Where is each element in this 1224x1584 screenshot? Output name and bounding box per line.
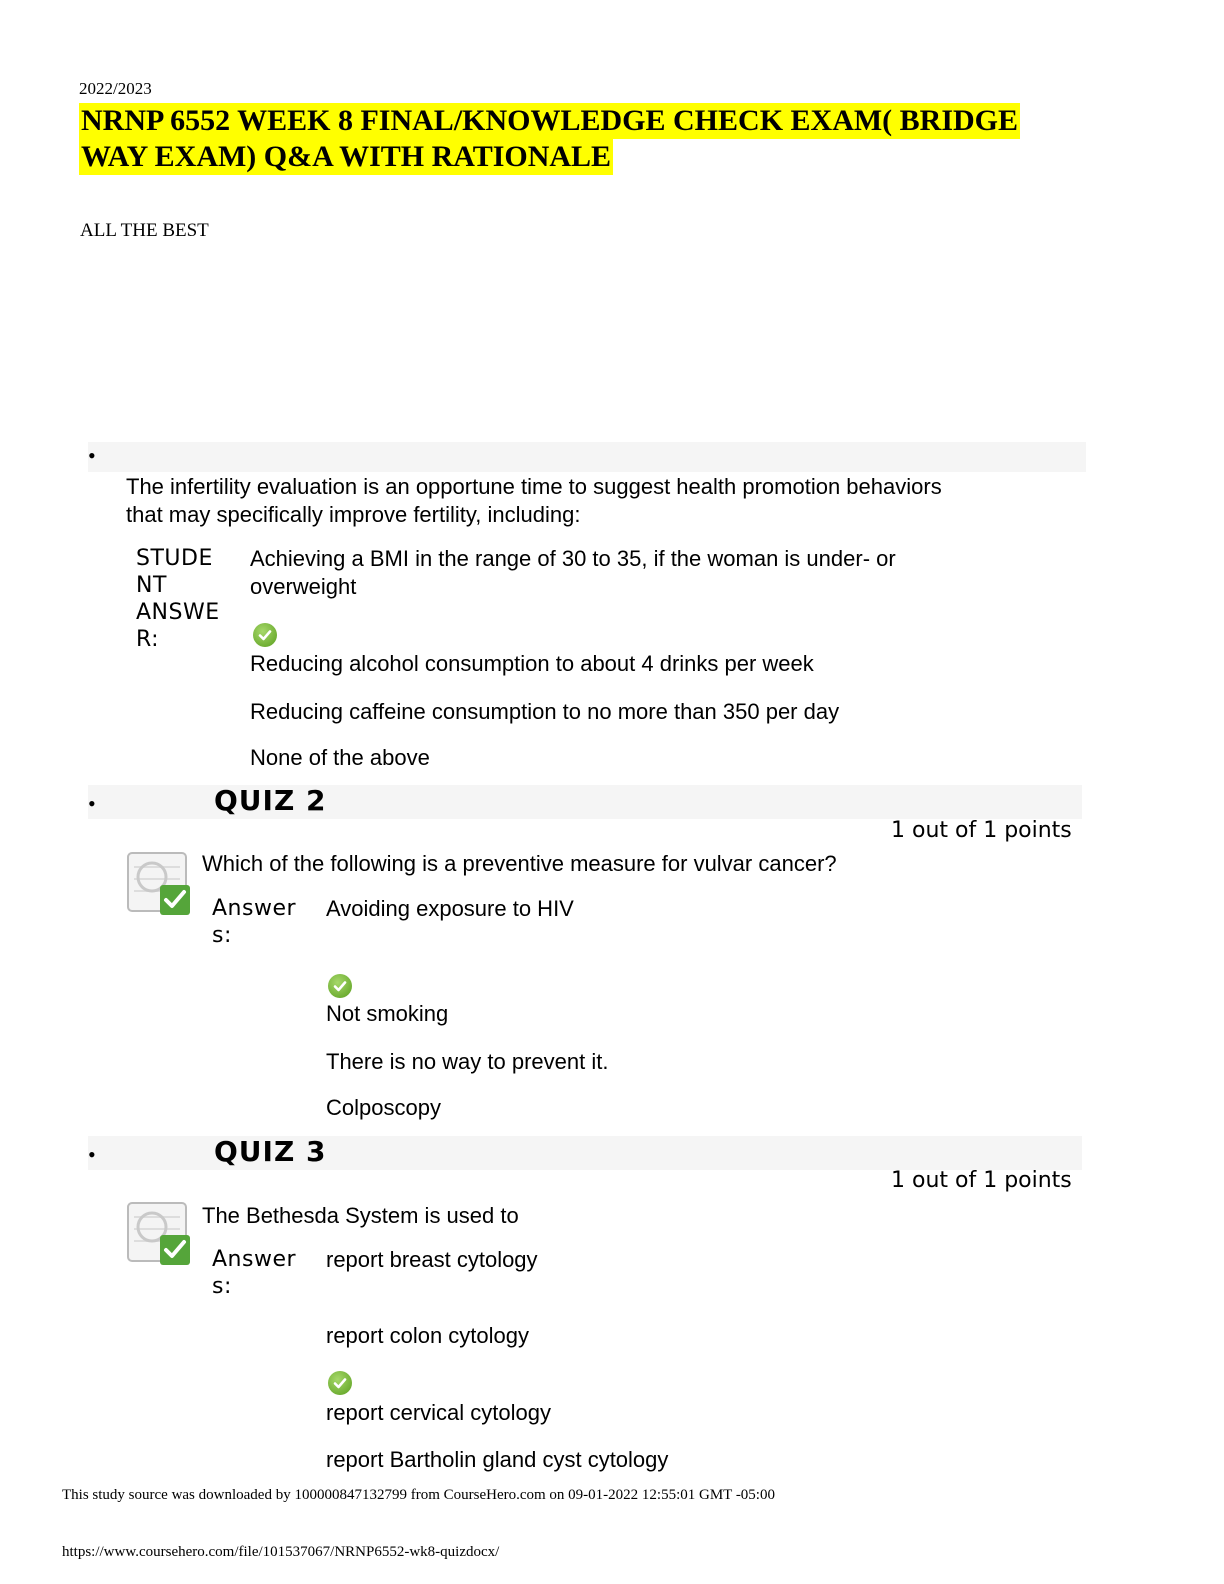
- question-1-header-band: [88, 442, 1086, 472]
- question-1-option-2-correct: Reducing alcohol consumption to about 4 drinks per week: [250, 651, 814, 676]
- answers-label-line: Answer: [212, 896, 297, 921]
- quiz-3-option-4: report Bartholin gland cyst cytology: [326, 1447, 669, 1472]
- quiz-2-option-3: There is no way to prevent it.: [326, 1049, 609, 1074]
- source-url-link[interactable]: https://www.coursehero.com/file/101537067/NRNP6552-wk8-quizdocx/: [62, 1544, 500, 1560]
- quiz-3-heading: QUIZ 3: [214, 1135, 327, 1168]
- check-circle-icon: [328, 1371, 352, 1395]
- quiz-3-option-1: report breast cytology: [326, 1247, 538, 1272]
- quiz-2-points: 1 out of 1 points: [891, 818, 1072, 843]
- question-1-option-1: Achieving a BMI in the range of 30 to 35, if the woman is under- or: [250, 546, 896, 571]
- quiz-2-option-1: Avoiding exposure to HIV: [326, 896, 574, 921]
- quiz-3-option-2: report colon cytology: [326, 1323, 529, 1348]
- download-source-notice: This study source was downloaded by 100000847132799 from CourseHero.com on 09-01-2022 12:55:01 GMT -05:00: [62, 1487, 775, 1503]
- answers-label-line: s:: [212, 923, 232, 948]
- student-answer-label-line: ANSWE: [136, 600, 220, 625]
- graded-correct-icon: [126, 851, 192, 917]
- quiz-2-question: Which of the following is a preventive measure for vulvar cancer?: [202, 851, 837, 876]
- question-1-option-1-continued: overweight: [250, 574, 357, 599]
- check-circle-icon: [328, 974, 352, 998]
- quiz-3-points: 1 out of 1 points: [891, 1168, 1072, 1193]
- document-title-line-1: NRNP 6552 WEEK 8 FINAL/KNOWLEDGE CHECK EXAM( BRIDGE: [81, 104, 1019, 137]
- student-answer-label-line: NT: [136, 573, 167, 598]
- check-circle-icon: [253, 623, 277, 647]
- question-1-bullet: •: [88, 443, 96, 468]
- graded-correct-icon: [126, 1201, 192, 1267]
- question-1-option-3: Reducing caffeine consumption to no more than 350 per day: [250, 699, 840, 724]
- answers-label-line: Answer: [212, 1247, 297, 1272]
- document-title-line-2: WAY EXAM) Q&A WITH RATIONALE: [81, 140, 612, 173]
- quiz-2-option-2-correct: Not smoking: [326, 1001, 449, 1026]
- quiz-3-question: The Bethesda System is used to: [202, 1203, 519, 1228]
- question-1-option-4: None of the above: [250, 745, 430, 770]
- quiz-2-bullet: •: [88, 791, 96, 816]
- quiz-3-bullet: •: [88, 1142, 96, 1167]
- quiz-3-option-3-correct: report cervical cytology: [326, 1400, 551, 1425]
- document-year: 2022/2023: [79, 79, 152, 98]
- student-answer-label-line: STUDE: [136, 546, 213, 571]
- question-1-text-line-2: that may specifically improve fertility, including:: [126, 502, 581, 527]
- student-answer-label-line: R:: [136, 627, 160, 652]
- quiz-2-heading: QUIZ 2: [214, 784, 327, 817]
- student-answer-label: [136, 545, 220, 653]
- quiz-2-option-4: Colposcopy: [326, 1095, 441, 1120]
- answers-label-line: s:: [212, 1274, 232, 1299]
- question-1-text-line-1: The infertility evaluation is an opportune time to suggest health promotion behaviors: [126, 474, 942, 499]
- answers-label: [212, 895, 296, 949]
- greeting-text: ALL THE BEST: [80, 220, 209, 241]
- answers-label: [212, 1246, 296, 1300]
